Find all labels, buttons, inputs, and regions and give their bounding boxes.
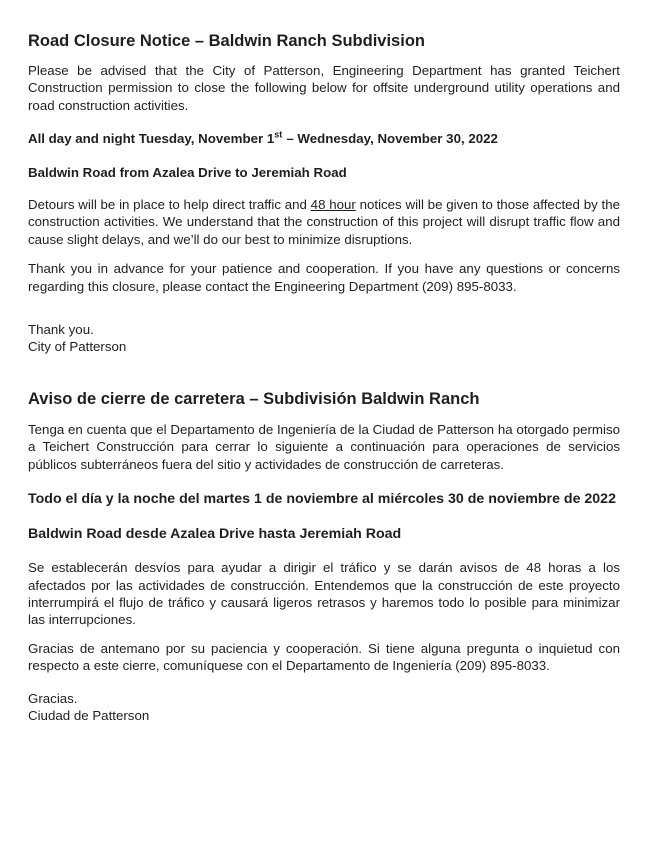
spanish-signature: Ciudad de Patterson — [28, 707, 150, 723]
english-location-line: Baldwin Road from Azalea Drive to Jeremiah Road — [28, 164, 347, 180]
english-thanks-paragraph: Thank you in advance for your patience and cooperation. If you have any questions or concerns regarding this closure, please contact the Engineering Department (209) 895-8033. — [28, 261, 620, 294]
date-suffix: – Wednesday, November 30, 2022 — [286, 131, 498, 147]
spanish-intro-paragraph: Tenga en cuenta que el Departamento de Ingeniería de la Ciudad de Patterson ha otorgado permiso a Teichert Construcción para cerrar lo siguiente a continuación para operaciones de servicios públicos subterráneos fuera del sitio y actividades de construcción de carreteras. — [28, 421, 620, 472]
english-signature: City of Patterson — [28, 339, 127, 355]
spanish-detours-paragraph: Se establecerán desvíos para ayudar a dirigir el tráfico y se darán avisos de 48 horas a los afectados por las actividades de construcción. Entendemos que la construcción de este proyecto interrumpirá el flujo de tráfico y causará ligeros retrasos y haremos todo lo posible para minimizar las interrupciones. — [28, 560, 620, 628]
section-spanish — [28, 389, 620, 724]
spanish-location-line: Baldwin Road desde Azalea Drive hasta Jeremiah Road — [28, 526, 402, 543]
detours-text-after: notices will be given to those affected by the construction activities. We understand that the construction of this project will disrupt traffic flow and cause slight delays, and we’ll do our best to minimize disruptions. — [28, 197, 620, 247]
spanish-thanks-paragraph: Gracias de antemano por su paciencia y cooperación. Si tiene alguna pregunta o inquietud con respecto a este cierre, comuníquese con el Departamento de Ingeniería (209) 895-8033. — [28, 640, 620, 674]
spanish-signoff: Gracias. — [28, 690, 78, 706]
english-detours-paragraph — [28, 196, 620, 248]
english-intro-paragraph: Please be advised that the City of Patterson, Engineering Department has granted Teichert Construction permission to close the following below for offsite underground utility operations and road construction activities. — [28, 63, 620, 113]
section-english — [28, 31, 620, 356]
detours-underlined-48-hour: 48 hour — [310, 197, 356, 213]
english-signoff: Thank you. — [28, 322, 94, 338]
detours-text-before: Detours will be in place to help direct traffic and — [28, 197, 311, 213]
date-ordinal-superscript: st — [274, 129, 283, 140]
spanish-title: Aviso de cierre de carretera – Subdivisión Baldwin Ranch — [28, 389, 480, 408]
spanish-date-line: Todo el día y la noche del martes 1 de noviembre al miércoles 30 de noviembre de 2022 — [28, 491, 616, 508]
english-title: Road Closure Notice – Baldwin Ranch Subdivision — [28, 32, 425, 50]
english-date-line — [28, 130, 620, 147]
date-prefix: All day and night Tuesday, November 1 — [28, 131, 275, 147]
